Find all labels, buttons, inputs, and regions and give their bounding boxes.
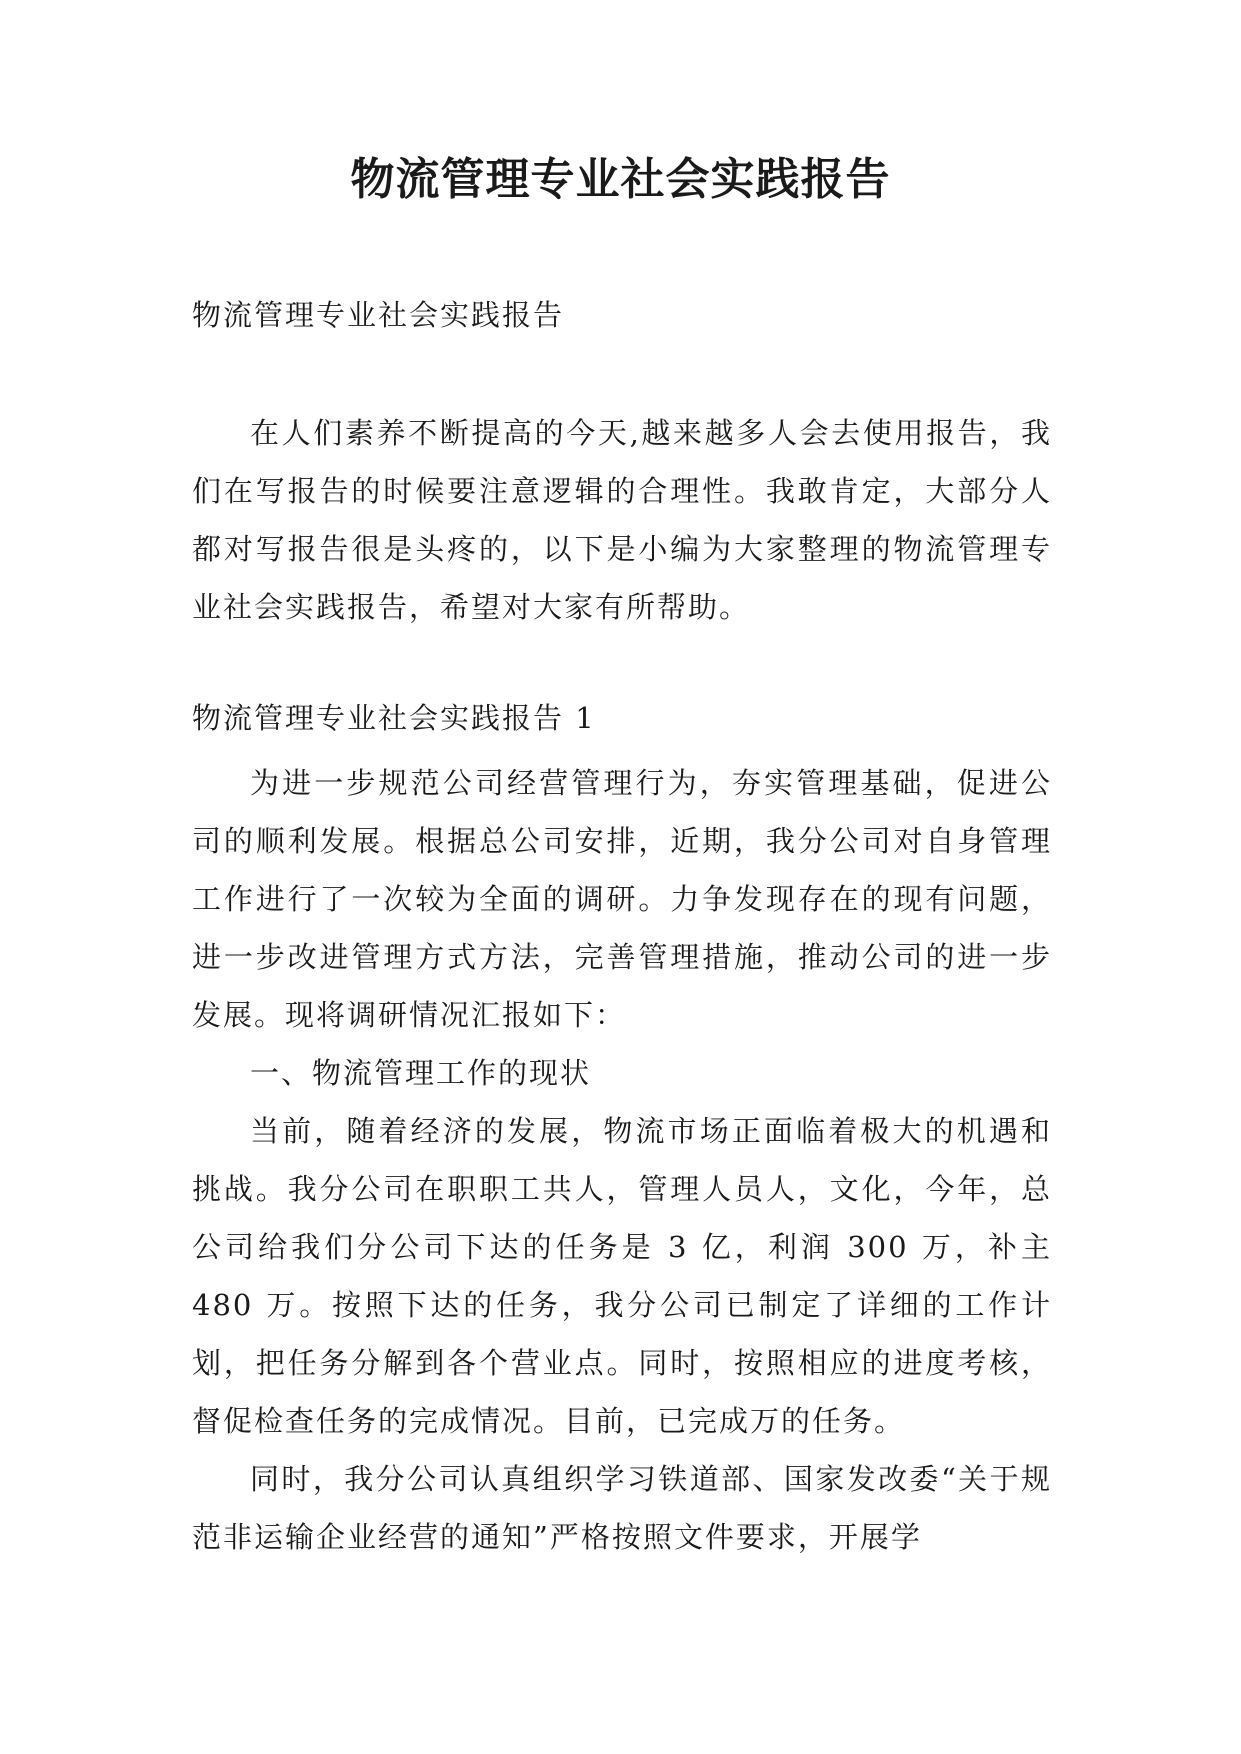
intro-paragraph: 在人们素养不断提高的今天,越来越多人会去使用报告，我们在写报告的时候要注意逻辑的合理性。我敢肯定，大部分人都对写报告很是头疼的，以下是小编为大家整理的物流管理专业社会实践报告，希望对大家有所帮助。 xyxy=(192,416,1052,624)
body-paragraph-3: 同时，我分公司认真组织学习铁道部、国家发改委“关于规范非运输企业经营的通知”严格按照文件要求，开展学 xyxy=(192,1462,1052,1554)
section-title: 物流管理专业社会实践报告 1 xyxy=(192,701,596,735)
document-title: 物流管理专业社会实践报告 xyxy=(350,154,891,205)
subsection-heading: 一、物流管理工作的现状 xyxy=(250,1056,592,1090)
body-paragraph-2: 当前，随着经济的发展，物流市场正面临着极大的机遇和挑战。我分公司在职职工共人，管理人员人，文化，今年，总公司给我们分公司下达的任务是 3 亿，利润 300 万，补主 480 万。按照下达的任务，我分公司已制定了详细的工作计划，把任务分解到各个营业点。同时，按照相应的进度考核，督促检查任务的完成情况。目前，已完成万的任务。 xyxy=(192,1114,1052,1438)
body-paragraph-1: 为进一步规范公司经营管理行为，夯实管理基础，促进公司的顺利发展。根据总公司安排，近期，我分公司对自身管理工作进行了一次较为全面的调研。力争发现存在的现有问题，进一步改进管理方式方法，完善管理措施，推动公司的进一步发展。现将调研情况汇报如下： xyxy=(192,766,1052,1032)
document-subtitle: 物流管理专业社会实践报告 xyxy=(192,298,565,332)
